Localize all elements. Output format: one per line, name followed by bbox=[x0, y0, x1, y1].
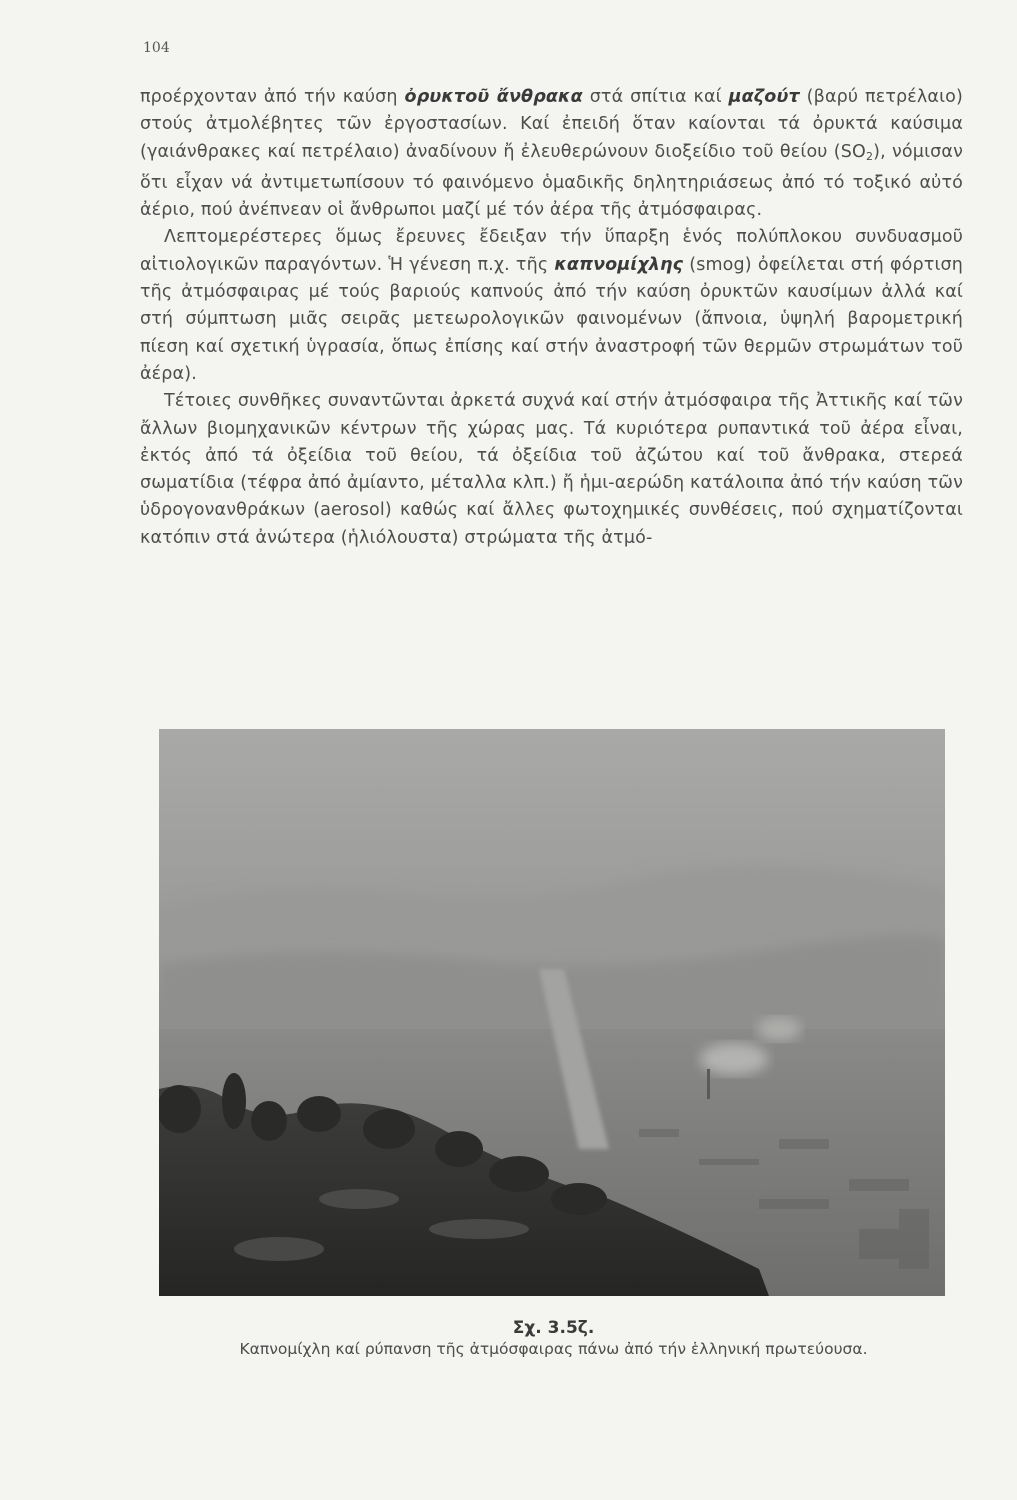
paragraph bbox=[140, 224, 963, 388]
emphasized-term: ὀρυκτοῦ ἄνθρακα bbox=[404, 87, 583, 107]
text-run: (βαρύ πετρέλαιο) στούς ἀτμολέβητες τῶν ἐργοστασίων. Καί ἐπειδή ὅταν καίονται τά ὀρυκτά καύσιμα (γαιάνθρακες καί πετρέλαιο) ἀναδίνουν ἤ ἐλευθερώνουν διοξείδιο τοῦ θείου (SO bbox=[140, 87, 963, 162]
emphasized-term: μαζούτ bbox=[728, 87, 800, 107]
page-number: 104 bbox=[143, 40, 170, 56]
text-run: Λεπτομερέστερες ὅμως ἔρευνες ἔδειξαν τήν ὕπαρξη ἑνός πολύπλοκου συνδυασμοῦ αἰτιολογικῶν παραγόντων. Ἡ γένεση π.χ. τῆς bbox=[140, 227, 963, 275]
emphasized-term: καπνομίχλης bbox=[554, 254, 684, 275]
text-run: (smog) ὀφείλεται στή φόρτιση τῆς ἀτμόσφαιρας μέ τούς βαριούς καπνούς ἀπό τήν καύση ὀρυκτῶν καυσίμων ἀλλά καί στή σύμπτωση μιᾶς σειρᾶς μετεωρολογικῶν φαινομένων (ἄπνοια, ὑψηλή βαρομετρική πίεση καί σχετική ὑγρασία, ὅπως ἐπίσης καί στήν ἀναστροφή τῶν θερμῶν στρωμάτων τοῦ ἀέρα). bbox=[140, 254, 963, 384]
text-run: προέρχονταν ἀπό τήν καύση bbox=[140, 87, 405, 107]
subscript: 2 bbox=[865, 149, 874, 163]
text-run: Τέτοιες συνθῆκες συναντῶνται ἀρκετά συχνά καί στήν ἀτμόσφαιρα τῆς Ἀττικῆς καί τῶν ἄλλων βιομηχανικῶν κέντρων τῆς χώρας μας. Τά κυριότερα ρυπαντικά τοῦ ἀέρα εἶναι, ἐκτός ἀπό τά ὀξείδια τοῦ θείου, τά ὀξείδια τοῦ ἀζώτου καί τοῦ ἄνθρακα, στερεά σωματίδια (τέφρα ἀπό ἀμίαντο, μέταλλα κλπ.) ἤ ἡμι-αερώδη κατάλοιπα ἀπό τήν καύση τῶν ὑδρογονανθράκων (aerosol) καθώς καί ἄλλες φωτοχημικές συνθέσεις, πού σχηματίζονται κατόπιν στά ἀνώτερα (ἡλιόλουστα) στρώματα τῆς ἀτμό- bbox=[140, 391, 963, 548]
figure-label: Σχ. 3.5ζ. bbox=[512, 1318, 595, 1338]
paragraph bbox=[140, 388, 963, 552]
body-text bbox=[140, 84, 963, 552]
text-run: ), νόμισαν ὅτι εἶχαν νά ἀντιμετωπίσουν τό φαινόμενο ὁμαδικῆς δηλητηριάσεως ἀπό τό τοξικό αὐτό ἀέριο, πού ἀνέπνεαν οἱ ἄνθρωποι μαζί μέ τόν ἀέρα τῆς ἀτμόσφαιρας. bbox=[140, 141, 963, 221]
smog-photograph bbox=[159, 729, 945, 1296]
figure-caption: Καπνομίχλη καί ρύπανση τῆς ἀτμόσφαιρας πάνω ἀπό τήν ἑλληνική πρωτεύουσα. bbox=[239, 1340, 868, 1358]
text-run: στά σπίτια καί bbox=[582, 87, 729, 107]
paragraph bbox=[140, 84, 963, 224]
